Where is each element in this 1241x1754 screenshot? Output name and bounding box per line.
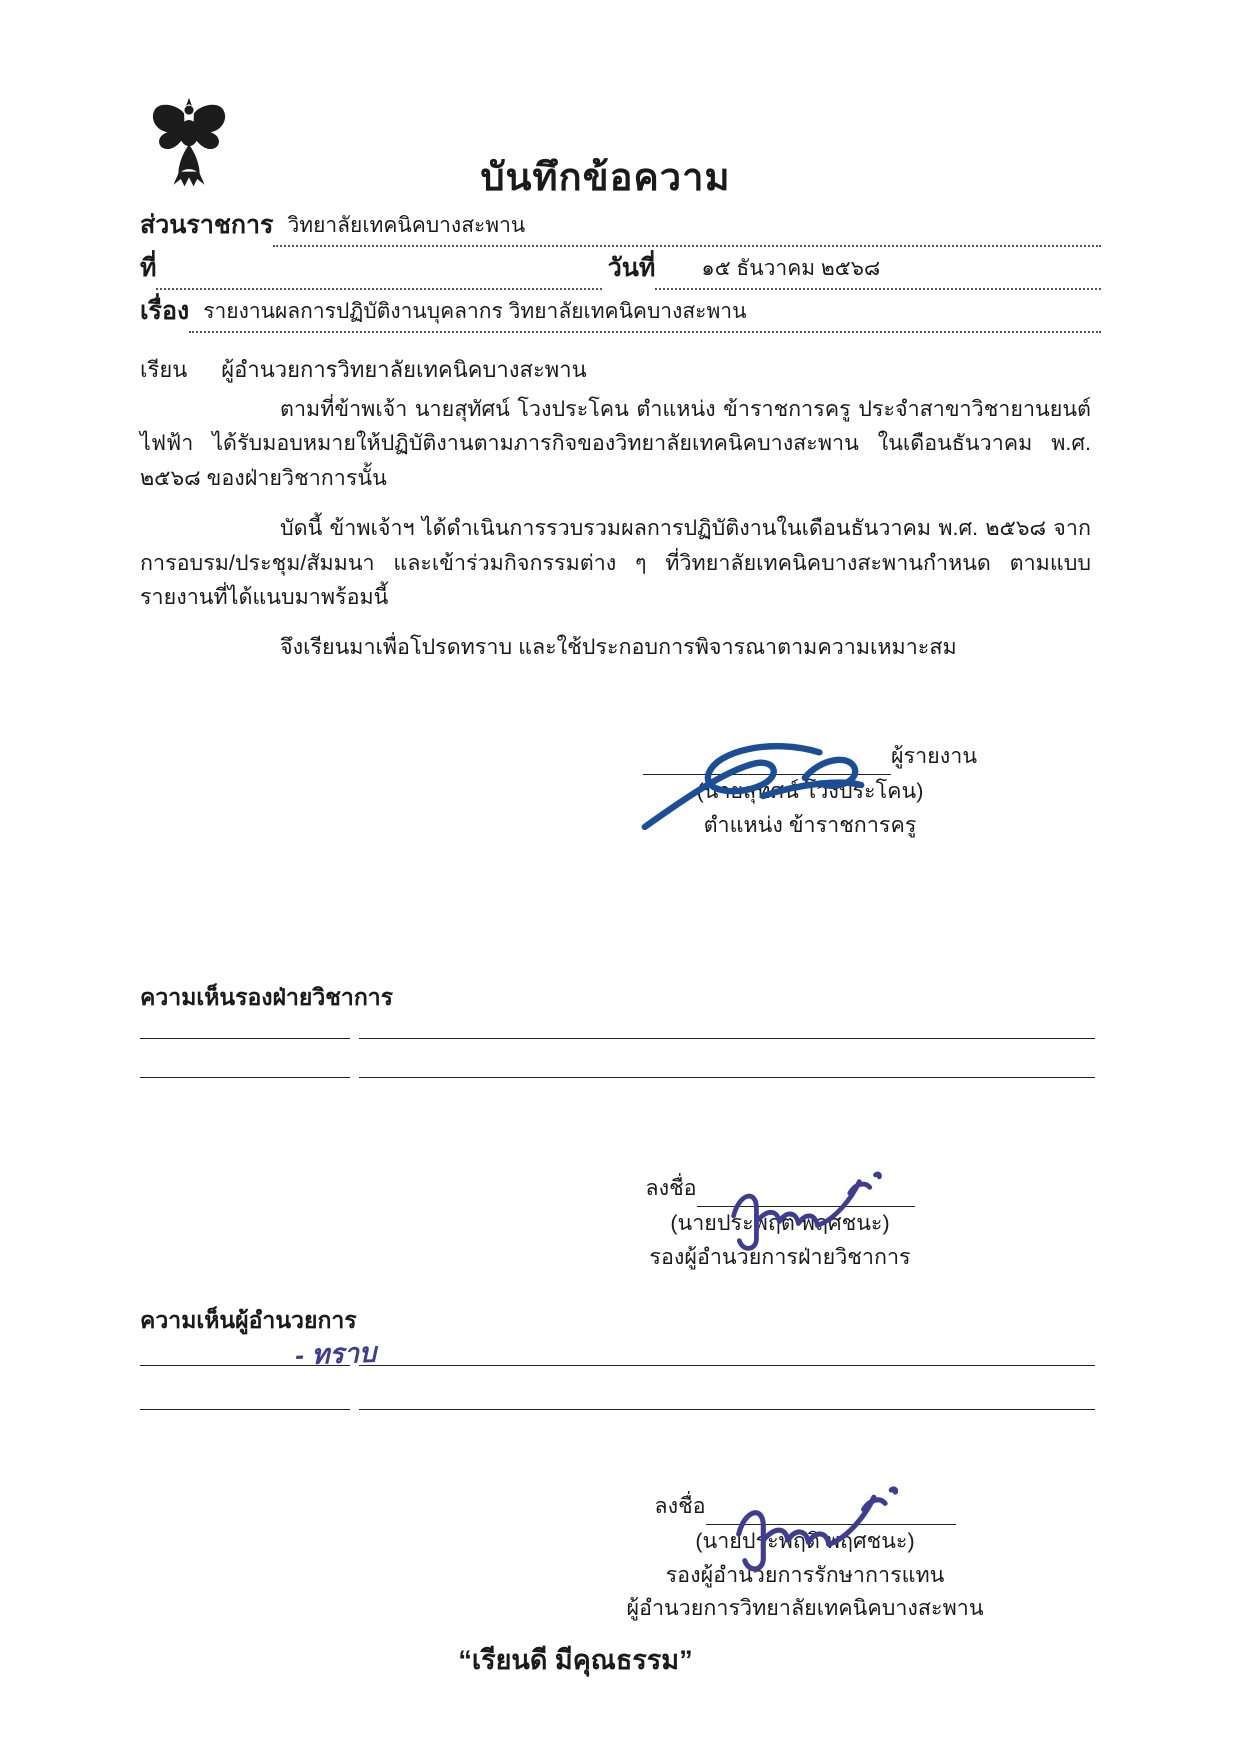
paragraph-3: จึงเรียนมาเพื่อโปรดทราบ และใช้ประกอบการพิจารณาตามความเหมาะสม: [280, 635, 957, 660]
subject-value: รายงานผลการปฏิบัติงานบุคลากร วิทยาลัยเทคนิคบางสะพาน: [189, 295, 1101, 333]
number-value: [156, 285, 601, 290]
subject-row: [140, 290, 1101, 333]
director-opinion-heading: ความเห็นผู้อำนวยการ: [140, 1307, 357, 1333]
letter-body: [140, 392, 1091, 665]
deputy-name: (นายประพฤติ พฤศชนะ): [670, 1211, 890, 1236]
number-label: ที่: [140, 254, 157, 282]
reporter-sign-underline: [643, 773, 891, 775]
deputy-position: รองผู้อำนวยการฝ่ายวิชาการ: [649, 1244, 911, 1269]
director-position-line2: ผู้อำนวยการวิทยาลัยเทคนิคบางสะพาน: [626, 1595, 984, 1620]
deputy-opinion-line-2: [140, 1076, 1095, 1078]
deputy-sign-underline: [697, 1205, 915, 1207]
deputy-opinion-line-1: [140, 1037, 1095, 1039]
director-opinion-line-1: [140, 1364, 1095, 1366]
to-value: ผู้อำนวยการวิทยาลัยเทคนิคบางสะพาน: [221, 357, 587, 382]
number-date-row: [140, 247, 1101, 290]
director-opinion-line-2: [140, 1408, 1095, 1410]
header-fields: [140, 204, 1101, 333]
school-slogan: “เรียนดี มีคุณธรรม”: [458, 1645, 693, 1675]
director-signature-block: [590, 1428, 1020, 1625]
agency-value: วิทยาลัยเทคนิคบางสะพาน: [273, 209, 1101, 247]
deputy-opinion-heading: ความเห็นรองฝ่ายวิชาการ: [140, 984, 394, 1010]
director-signature-line: [590, 1490, 1020, 1525]
reporter-suffix: ผู้รายงาน: [890, 744, 978, 768]
director-position-line1: รองผู้อำนวยการรักษาการแทน: [665, 1562, 945, 1587]
reporter-position: ตำแหน่ง ข้าราชการครู: [703, 812, 917, 837]
paragraph-1: ตามที่ข้าพเจ้า นายสุทัศน์ โวงประโคน ตำแหน่ง ข้าราชการครู ประจำสาขาวิชายานยนต์ไฟฟ้า ได้รับมอบหมายให้ปฏิบัติงานตามภารกิจของวิทยาลัยเทคนิคบางสะพาน ในเดือนธันวาคม พ.ศ. ๒๕๖๘ ของฝ่ายวิชาการนั้น: [140, 397, 1091, 490]
director-handwritten-note: - ทราบ: [294, 1337, 377, 1371]
to-label: เรียน: [140, 357, 188, 382]
subject-label: เรื่อง: [140, 297, 190, 325]
deputy-signature-block: [585, 1120, 975, 1274]
date-value: ๑๕ ธันวาคม ๒๕๖๘: [655, 252, 1101, 290]
director-sign-label: ลงชื่อ: [654, 1494, 706, 1518]
addressee-row: [140, 352, 587, 387]
reporter-signature-line: [590, 740, 1030, 775]
director-name: (นายประพฤติ พฤศชนะ): [695, 1529, 915, 1554]
paragraph-2: บัดนี้ ข้าพเจ้าฯ ได้ดำเนินการรวบรวมผลการปฏิบัติงานในเดือนธันวาคม พ.ศ. ๒๕๖๘ จากการอบรม/ประชุม/สัมมนา และเข้าร่วมกิจกรรมต่าง ๆ ที่วิทยาลัยเทคนิคบางสะพานกำหนด ตามแบบรายงานที่ได้แนบมาพร้อมนี้: [140, 516, 1091, 609]
deputy-signature-line: [585, 1172, 975, 1207]
agency-row: [140, 204, 1101, 247]
document-title: บันทึกข้อความ: [480, 157, 731, 199]
deputy-sign-label: ลงชื่อ: [645, 1176, 697, 1200]
agency-label: ส่วนราชการ: [140, 211, 274, 239]
director-sign-underline: [706, 1523, 956, 1525]
reporter-signature-block: [590, 648, 1030, 842]
reporter-name: (นายสุทัศน์ โวงประโคน): [696, 779, 924, 804]
date-label: วันที่: [607, 254, 656, 282]
